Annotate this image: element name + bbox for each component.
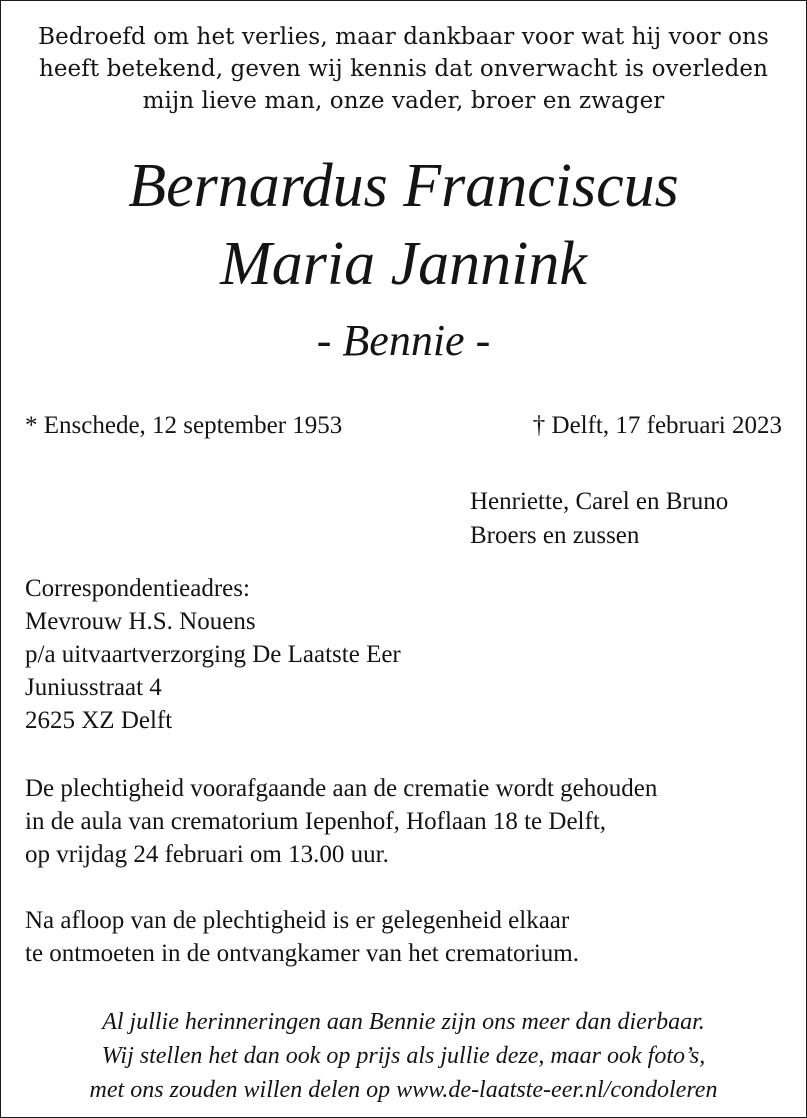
address-line: Correspondentieadres: <box>25 575 250 602</box>
correspondence-address <box>25 572 401 737</box>
family-line: Henriette, Carel en Bruno <box>470 488 729 515</box>
ceremony-info <box>25 772 657 871</box>
gathering-line: Na afloop van de plechtigheid is er gelegenheid elkaar <box>25 907 570 934</box>
address-line: 2625 XZ Delft <box>25 707 173 734</box>
ceremony-line: op vrijdag 24 februari om 13.00 uur. <box>25 841 389 868</box>
death-date: † Delft, 17 februari 2023 <box>532 412 782 439</box>
address-line: p/a uitvaartverzorging De Laatste Eer <box>25 641 401 668</box>
family-names <box>470 485 728 553</box>
intro-text <box>1 21 806 117</box>
ceremony-line: in de aula van crematorium Iepenhof, Hoflaan 18 te Delft, <box>25 808 607 835</box>
intro-line: Bedroefd om het verlies, maar dankbaar voor wat hij voor ons <box>38 24 769 50</box>
address-line: Mevrouw H.S. Nouens <box>25 608 256 635</box>
address-line: Juniusstraat 4 <box>25 674 162 701</box>
deceased-nickname: - Bennie - <box>316 316 491 365</box>
intro-line: mijn lieve man, onze vader, broer en zwager <box>142 88 665 114</box>
deceased-name-first: Bernardus Franciscus <box>128 152 679 220</box>
closing-line: Al jullie herinneringen aan Bennie zijn ons meer dan dierbaar. <box>102 1009 705 1035</box>
closing-message <box>1 1005 806 1107</box>
gathering-info <box>25 904 579 970</box>
intro-line: heeft betekend, geven wij kennis dat onverwacht is overleden <box>38 56 769 82</box>
ceremony-line: De plechtigheid voorafgaande aan de crematie wordt gehouden <box>25 775 658 802</box>
closing-line: Wij stellen het dan ook op prijs als jullie deze, maar ook foto’s, <box>101 1043 706 1069</box>
deceased-name-last: Maria Jannink <box>220 230 587 298</box>
birth-date: * Enschede, 12 september 1953 <box>25 412 343 439</box>
gathering-line: te ontmoeten in de ontvangkamer van het crematorium. <box>25 940 579 967</box>
family-line: Broers en zussen <box>470 522 640 549</box>
closing-line: met ons zouden willen delen op www.de-laatste-eer.nl/condoleren <box>89 1077 718 1103</box>
